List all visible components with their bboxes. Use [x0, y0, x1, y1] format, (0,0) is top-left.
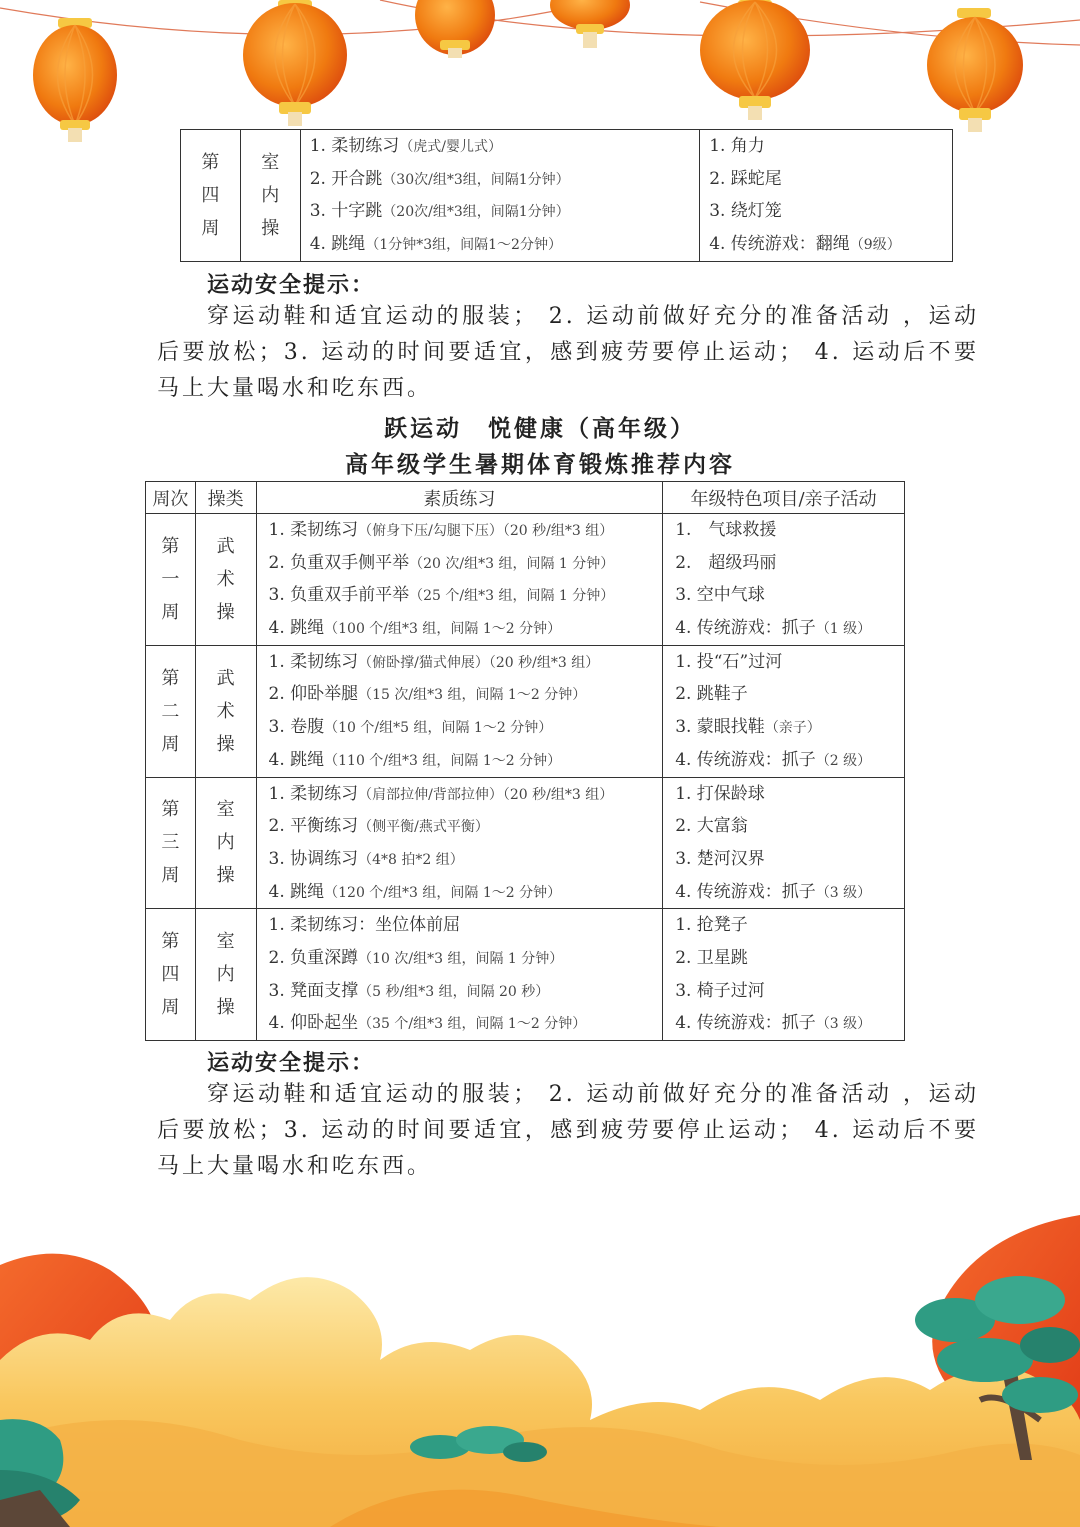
activity-item-text: 2. 跳鞋子 [675, 684, 748, 705]
week-label-char: 二 [161, 700, 180, 722]
activity-item-text: 1. 角力 [709, 136, 765, 156]
week-label-char: 三 [161, 832, 180, 854]
type-label-char: 内 [216, 832, 235, 854]
week-label-char: 四 [161, 964, 180, 986]
fitness-item [310, 228, 700, 261]
activity-item-text: 4. 传统游戏：抓子 [675, 618, 816, 639]
fitness-item-text: 4. 跳绳 [309, 234, 366, 255]
safety-tips-title-2: 运动安全提示： [207, 1050, 376, 1076]
fitness-item-detail: （35 个/组*3 组，间隔 1～2 分钟） [358, 1016, 587, 1033]
fitness-item-text: 4. 跳绳 [268, 749, 325, 770]
activity-item-text: 2. 卫星跳 [675, 947, 748, 968]
fitness-item-detail: （25 个/组*3 组，间隔 1 分钟） [409, 588, 615, 605]
activity-item [675, 810, 904, 843]
activity-cell [663, 777, 905, 909]
fitness-item-text: 4. 跳绳 [268, 618, 325, 639]
fitness-item [269, 711, 663, 744]
activity-item [675, 547, 904, 580]
fitness-item-text: 4. 仰卧起坐 [268, 1013, 359, 1034]
activity-item [675, 744, 904, 777]
fitness-item-text: 1. 柔韧练习 [268, 783, 359, 804]
week-label-char: 周 [161, 865, 180, 887]
activity-item-text: 2. 踩蛇尾 [709, 168, 782, 189]
fitness-item [269, 612, 663, 645]
week-label-char: 第 [161, 535, 180, 557]
table-row [146, 514, 905, 646]
activity-item-detail: （9级） [849, 237, 901, 254]
type-cell [195, 645, 256, 777]
fitness-item-text: 2. 仰卧举腿 [268, 684, 359, 705]
activity-item [709, 228, 952, 261]
fitness-item-detail: （侧平衡/燕式平衡） [358, 819, 489, 836]
type-label-char: 武 [216, 667, 235, 689]
type-label-char: 术 [216, 700, 235, 722]
fitness-item-text: 3. 十字跳 [309, 201, 383, 222]
type-cell [195, 514, 256, 646]
activity-item-text: 1. 投“石”过河 [675, 651, 783, 672]
activity-item [675, 678, 904, 711]
fitness-item-text: 2. 负重双手侧平举 [268, 552, 410, 573]
activity-item-detail: （3 级） [815, 884, 872, 901]
activity-item [675, 843, 904, 876]
type-cell [240, 130, 300, 262]
fitness-item [269, 1007, 663, 1040]
activity-item-text: 2. 超级玛丽 [675, 552, 777, 573]
fitness-cell [300, 130, 700, 262]
activity-item-detail: （1 级） [815, 621, 872, 638]
type-label-char: 操 [216, 601, 235, 623]
activity-item-text: 3. 蒙眼找鞋 [675, 717, 765, 738]
activity-item-text: 4. 传统游戏：抓子 [675, 749, 816, 770]
fitness-item-detail: （俯身下压/勾腿下压）（20 秒/组*3 组） [358, 523, 614, 539]
fitness-item-text: 3. 负重双手前平举 [268, 585, 410, 606]
week-label-char: 周 [161, 733, 180, 755]
fitness-item-detail: （1分钟*3组，间隔1～2分钟） [365, 237, 562, 254]
header-week: 周次 [146, 482, 196, 514]
activity-item-text: 3. 楚河汉界 [675, 848, 765, 869]
table-header-row [146, 482, 905, 514]
table-row [146, 777, 905, 909]
activity-item-text: 4. 传统游戏：抓子 [675, 1013, 816, 1034]
activity-item-detail: （3 级） [815, 1016, 872, 1033]
fitness-item [310, 195, 700, 228]
activity-item [675, 975, 904, 1008]
activity-cell [663, 909, 905, 1041]
fitness-item [269, 810, 663, 843]
fitness-item [269, 547, 663, 580]
fitness-item [310, 163, 700, 196]
week-label-char: 四 [201, 184, 220, 206]
week-cell [146, 909, 196, 1041]
week-label-char: 周 [201, 217, 220, 239]
fitness-item-detail: （肩部拉伸/背部拉伸）（20 秒/组*3 组） [358, 786, 614, 803]
week-cell [181, 130, 241, 262]
fitness-item-detail: （110 个/组*3 组，间隔 1～2 分钟） [324, 752, 562, 769]
fitness-item-detail: （俯卧撑/猫式伸展）（20 秒/组*3 组） [358, 654, 600, 671]
activity-item [675, 646, 904, 679]
fitness-item-text: 3. 卷腹 [268, 717, 325, 738]
table-row [146, 645, 905, 777]
fitness-item-text: 2. 平衡练习 [268, 816, 359, 837]
type-label-char: 内 [261, 184, 280, 206]
activity-item-text: 2. 大富翁 [675, 816, 748, 837]
safety-tips-title: 运动安全提示： [207, 272, 376, 298]
fitness-item-detail: （15 次/组*3 组，间隔 1～2 分钟） [358, 687, 587, 704]
fitness-item-detail: （30次/组*3组，间隔1分钟） [382, 171, 570, 188]
activity-item-text: 1. 抢凳子 [675, 915, 748, 936]
header-activity: 年级特色项目/亲子活动 [663, 482, 905, 514]
activity-item [675, 612, 904, 645]
week-label-char: 周 [161, 601, 180, 623]
header-fitness: 素质练习 [256, 482, 663, 514]
safety-tips-text: 穿运动鞋和适宜运动的服装； 2. 运动前做好充分的准备活动 ，运动后要放松；3. 运动的时间要适宜，感到疲劳要停止运动； 4. 运动后不要马上大量喝水和吃东西。 [157, 304, 979, 401]
fitness-item-text: 3. 协调练习 [268, 848, 359, 869]
fitness-item [269, 744, 663, 777]
type-label-char: 操 [216, 997, 235, 1019]
fitness-item-text: 1. 柔韧练习：坐位体前屈 [268, 915, 461, 936]
fitness-item [269, 942, 663, 975]
section-subheading: 高年级学生暑期体育锻炼推荐内容 [345, 451, 735, 478]
activity-item-text: 3. 椅子过河 [675, 980, 765, 1001]
fitness-item [269, 678, 663, 711]
fitness-item-detail: （10 次/组*3 组，间隔 1 分钟） [358, 950, 564, 967]
week-label-char: 第 [161, 667, 180, 689]
week-label-char: 一 [161, 568, 180, 590]
week-cell [146, 777, 196, 909]
activity-item-text: 4. 传统游戏：抓子 [675, 881, 816, 902]
fitness-item [269, 579, 663, 612]
week-cell [146, 645, 196, 777]
activity-item [709, 195, 952, 228]
type-label-char: 室 [216, 931, 235, 953]
fitness-item-detail: （20 次/组*3 组，间隔 1 分钟） [409, 555, 615, 572]
fitness-item [269, 975, 663, 1008]
activity-item-text: 4. 传统游戏：翻绳 [709, 234, 850, 255]
fitness-item-detail: （100 个/组*3 组，间隔 1～2 分钟） [324, 621, 562, 638]
activity-item [675, 909, 904, 942]
week-label-char: 第 [161, 799, 180, 821]
activity-item [675, 876, 904, 909]
fitness-item [269, 909, 663, 942]
fitness-item-text: 4. 跳绳 [268, 881, 325, 902]
type-label-char: 术 [216, 568, 235, 590]
fitness-cell [256, 777, 663, 909]
fitness-item-detail: （20次/组*3组，间隔1分钟） [382, 204, 570, 221]
fitness-item-text: 2. 开合跳 [309, 168, 383, 189]
activity-item [675, 711, 904, 744]
activity-item-text: 3. 空中气球 [675, 585, 765, 606]
week-label-char: 第 [161, 931, 180, 953]
section-heading: 跃运动 悦健康（高年级） [384, 415, 696, 442]
type-label-char: 武 [216, 535, 235, 557]
activity-cell [663, 514, 905, 646]
activity-cell [700, 130, 953, 262]
fitness-item-text: 2. 负重深蹲 [268, 947, 359, 968]
activity-item [675, 778, 904, 811]
fitness-item-text: 1. 柔韧练习 [309, 136, 400, 156]
week-label-char: 第 [201, 151, 220, 173]
summer-exercise-table [145, 481, 905, 1041]
activity-item-text: 1. 打保龄球 [675, 783, 765, 804]
activity-item-detail: （亲子） [764, 720, 821, 737]
fitness-item-detail: （120 个/组*3 组，间隔 1～2 分钟） [324, 884, 562, 901]
type-label-char: 内 [216, 964, 235, 986]
fitness-item [269, 514, 663, 547]
safety-tips-text-2: 穿运动鞋和适宜运动的服装； 2. 运动前做好充分的准备活动 ，运动后要放松；3. 运动的时间要适宜，感到疲劳要停止运动； 4. 运动后不要马上大量喝水和吃东西。 [157, 1082, 979, 1179]
activity-cell [663, 645, 905, 777]
activity-item-text: 1. 气球救援 [675, 520, 777, 540]
type-label-char: 室 [261, 151, 280, 173]
activity-item [675, 942, 904, 975]
fitness-item [269, 778, 663, 811]
fitness-item-detail: （4*8 拍*2 组） [358, 851, 464, 868]
table-row [146, 909, 905, 1041]
fitness-item [269, 646, 663, 679]
fitness-item-text: 1. 柔韧练习 [268, 651, 359, 672]
fitness-item-detail: （虎式/婴儿式） [399, 139, 503, 155]
type-label-char: 室 [216, 799, 235, 821]
week4-continuation-table [180, 129, 953, 262]
fitness-item-detail: （10 个/组*5 组，间隔 1～2 分钟） [324, 720, 553, 737]
fitness-item-detail: （5 秒/组*3 组，间隔 20 秒） [358, 983, 550, 1000]
fitness-cell [256, 645, 663, 777]
type-label-char: 操 [216, 865, 235, 887]
week-label-char: 周 [161, 997, 180, 1019]
type-label-char: 操 [261, 217, 280, 239]
activity-item [675, 514, 904, 547]
fitness-item-text: 3. 凳面支撑 [268, 980, 359, 1001]
activity-item [675, 579, 904, 612]
type-cell [195, 909, 256, 1041]
activity-item [709, 130, 952, 163]
activity-item [709, 163, 952, 196]
activity-item-text: 3. 绕灯笼 [709, 201, 782, 222]
week-cell [146, 514, 196, 646]
fitness-cell [256, 909, 663, 1041]
fitness-item-text: 1. 柔韧练习 [268, 520, 359, 540]
header-type: 操类 [195, 482, 256, 514]
activity-item-detail: （2 级） [815, 752, 872, 769]
fitness-cell [256, 514, 663, 646]
type-label-char: 操 [216, 733, 235, 755]
activity-item [675, 1007, 904, 1040]
fitness-item [269, 843, 663, 876]
fitness-item [269, 876, 663, 909]
fitness-item [310, 130, 700, 163]
type-cell [195, 777, 256, 909]
